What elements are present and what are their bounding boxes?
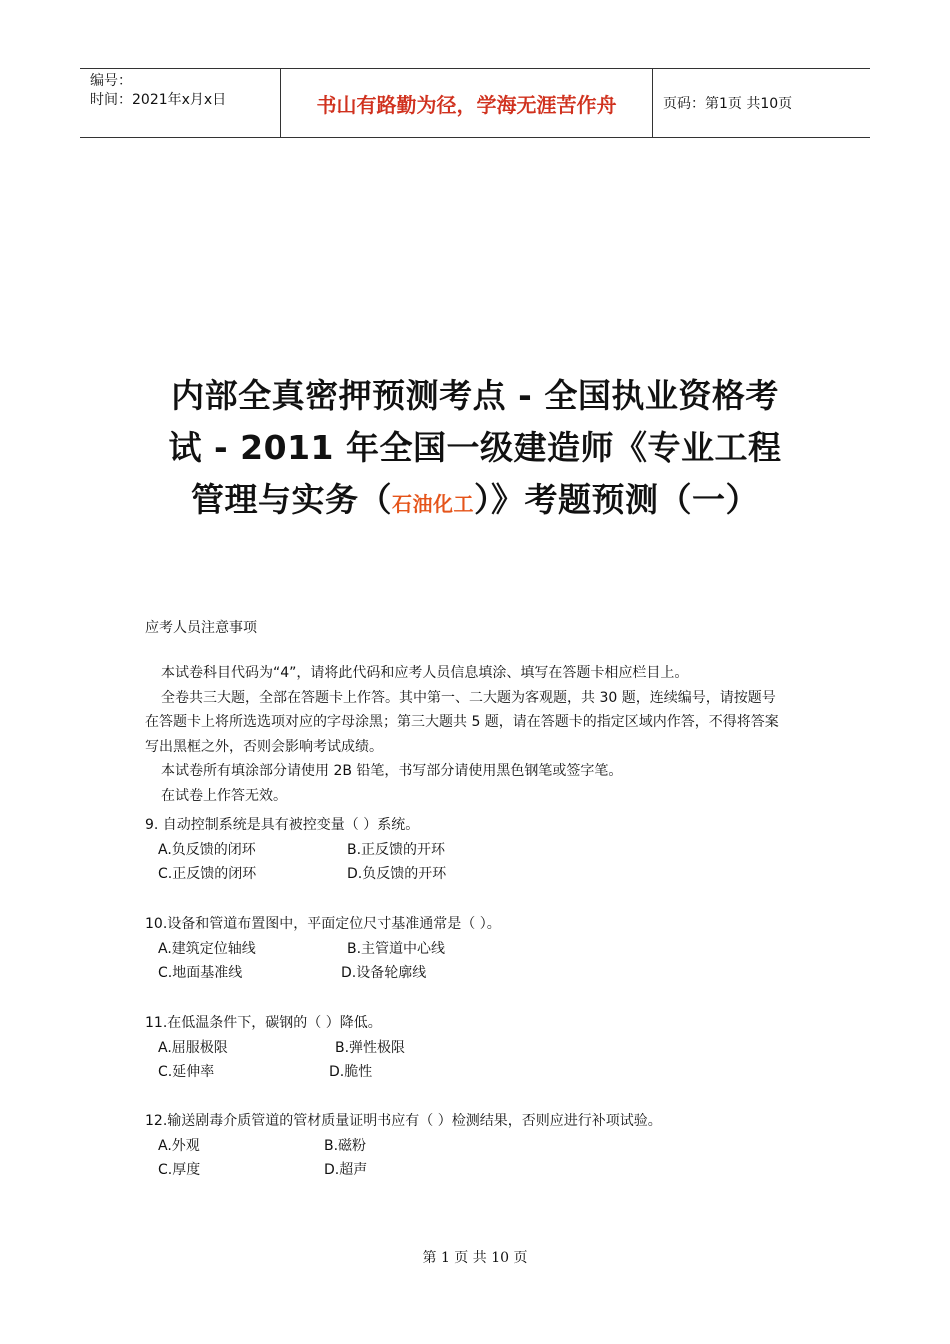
time-label: 时间：2021年x月x日 (90, 92, 227, 108)
option-a: A.负反馈的闭环 (158, 841, 256, 858)
option-c: C.正反馈的闭环 (158, 866, 257, 882)
document-title (140, 370, 810, 530)
notice-item: 本试卷所有填涂部分请使用 2B 铅笔，书写部分请使用黑色钢笔或签字笔。 (161, 763, 623, 779)
number-label: 编号： (90, 73, 132, 89)
option-d: D.负反馈的开环 (347, 866, 447, 882)
question-11 (145, 1011, 405, 1085)
header-meta (80, 69, 280, 137)
question-stem: 11.在低温条件下，碳钢的（ ）降低。 (145, 1015, 382, 1031)
notice-list (145, 661, 785, 808)
option-d: D.脆性 (329, 1064, 373, 1080)
option-a: A.建筑定位轴线 (158, 940, 256, 957)
option-b: B.正反馈的开环 (347, 841, 446, 858)
option-c: C.延伸率 (158, 1064, 215, 1080)
page-header (80, 68, 870, 138)
question-stem: 10.设备和管道布置图中，平面定位尺寸基准通常是（ ）。 (145, 916, 501, 932)
option-a: A.外观 (158, 1137, 200, 1154)
option-b: B.主管道中心线 (347, 940, 446, 957)
question-9 (145, 813, 446, 887)
title-line-1: 内部全真密押预测考点 - 全国执业资格考 (171, 376, 779, 415)
option-b: B.弹性极限 (335, 1039, 406, 1056)
option-a: A.屈服极限 (158, 1039, 228, 1056)
title-line-3-start: 管理与实务（ (191, 480, 392, 519)
question-12 (145, 1109, 662, 1183)
notice-heading: 应考人员注意事项 (145, 620, 257, 636)
title-line-3 (140, 474, 810, 530)
notice-item: 全卷共三大题，全部在答题卡上作答。其中第一、二大题为客观题，共 30 题，连续编号，请按题号在答题卡上将所选选项对应的字母涂黑；第三大题共 5 题，请在答题卡的指定区域内作答，不得将答案写出黑框之外，否则会影响考试成绩。 (145, 689, 779, 755)
option-d: D.超声 (324, 1162, 368, 1178)
page-footer: 第 1 页 共 10 页 (422, 1250, 528, 1266)
question-stem: 9. 自动控制系统是具有被控变量（ ）系统。 (145, 817, 420, 833)
header-page-info: 页码：第1页 共10页 (663, 96, 793, 112)
question-stem: 12.输送剧毒介质管道的管材质量证明书应有（ ）检测结果，否则应进行补项试验。 (145, 1113, 662, 1129)
title-line-3-end: ）》考题预测（一） (474, 480, 759, 519)
notice-item: 本试卷科目代码为“4”，请将此代码和应考人员信息填涂、填写在答题卡相应栏目上。 (161, 665, 689, 681)
title-highlight: 石油化工 (392, 492, 474, 516)
question-10 (145, 912, 501, 986)
title-line-2: 试 - 2011 年全国一级建造师《专业工程 (168, 428, 782, 467)
notice-item: 在试卷上作答无效。 (161, 787, 287, 804)
option-b: B.磁粉 (324, 1137, 367, 1154)
option-c: C.地面基准线 (158, 965, 243, 981)
option-d: D.设备轮廓线 (341, 965, 427, 981)
header-motto: 书山有路勤为径，学海无涯苦作舟 (280, 69, 653, 137)
option-c: C.厚度 (158, 1162, 201, 1178)
